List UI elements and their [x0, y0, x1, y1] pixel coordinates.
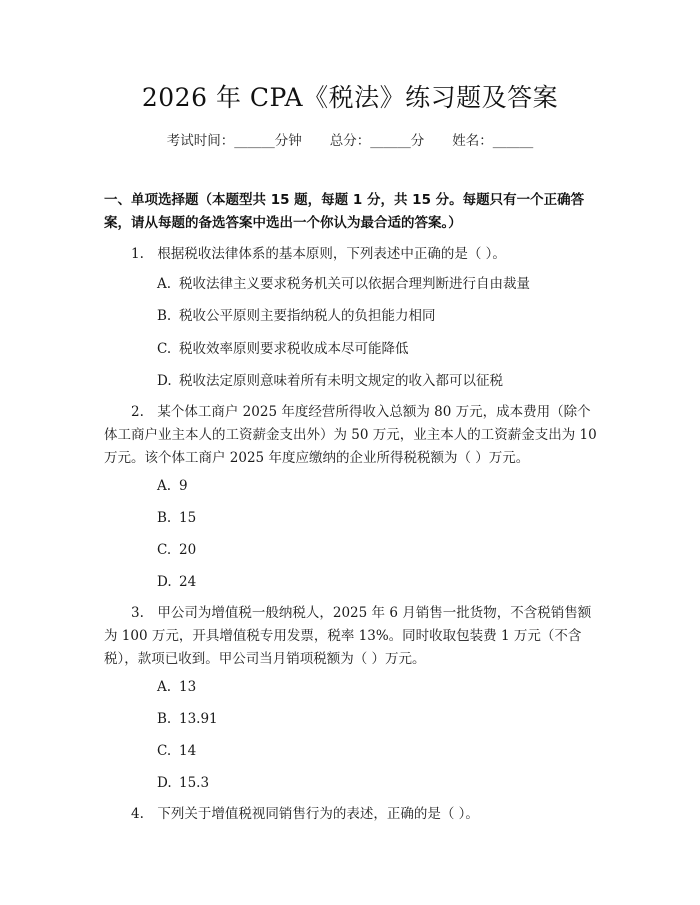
total-score-field: 总分：______分	[329, 133, 425, 149]
question-3-option-a	[157, 677, 597, 697]
question-2-option-d	[157, 572, 597, 592]
question-2-option-a	[157, 476, 597, 496]
question-2-option-c	[157, 540, 597, 560]
option-letter: A.	[157, 276, 172, 292]
option-letter: C.	[157, 341, 172, 357]
option-text: 9	[179, 478, 188, 494]
question-3-option-b	[157, 709, 597, 729]
option-letter: C.	[157, 743, 172, 759]
exam-info-line	[0, 131, 700, 151]
exam-time-field: 考试时间：______分钟	[166, 133, 302, 149]
name-field: 姓名：______	[452, 133, 534, 149]
option-letter: D.	[157, 574, 172, 590]
option-text: 税收效率原则要求税收成本尽可能降低	[179, 341, 409, 357]
option-text: 税收公平原则主要指纳税人的负担能力相同	[179, 308, 436, 324]
question-1-stem: 1. 根据税收法律体系的基本原则，下列表述中正确的是（ ）。	[131, 246, 506, 262]
option-letter: A.	[157, 679, 172, 695]
option-letter: A.	[157, 478, 172, 494]
question-2-option-b	[157, 508, 597, 528]
option-letter: D.	[157, 775, 172, 791]
option-text: 24	[179, 574, 197, 590]
option-letter: C.	[157, 542, 172, 558]
option-text: 15.3	[179, 775, 210, 791]
option-text: 税收法定原则意味着所有未明文规定的收入都可以征税	[179, 373, 503, 389]
question-1-option-d	[157, 371, 597, 391]
option-text: 20	[179, 542, 197, 558]
question-3-option-c	[157, 741, 597, 761]
option-text: 13	[179, 679, 197, 695]
option-text: 15	[179, 510, 197, 526]
question-1-option-c	[157, 339, 597, 359]
option-letter: B.	[157, 711, 172, 727]
option-text: 13.91	[179, 711, 218, 727]
question-1-option-a	[157, 274, 597, 294]
option-text: 税收法律主义要求税务机关可以依据合理判断进行自由裁量	[179, 276, 530, 292]
question-2-stem: 2. 某个体工商户 2025 年度经营所得收入总额为 80 万元，成本费用（除个体工商户业主本人的工资薪金支出外）为 50 万元，业主本人的工资薪金支出为 10 万元。该个体工商户 2025 年度应缴纳的企业所得税税额为（ ）万元。	[104, 404, 597, 466]
document-title: 2026 年 CPA《税法》练习题及答案	[141, 83, 559, 112]
option-letter: D.	[157, 373, 172, 389]
option-text: 14	[179, 743, 197, 759]
question-3-option-d	[157, 773, 597, 793]
section-heading-single-choice: 一、单项选择题（本题型共 15 题，每题 1 分，共 15 分。每题只有一个正确答案，请从每题的备选答案中选出一个你认为最合适的答案。）	[104, 192, 585, 231]
question-3-stem: 3. 甲公司为增值税一般纳税人，2025 年 6 月销售一批货物，不含税销售额为 100 万元，开具增值税专用发票，税率 13%。同时收取包装费 1 万元（不含税），款项已收到。甲公司当月销项税额为（ ）万元。	[104, 605, 592, 667]
question-4-stem: 4. 下列关于增值税视同销售行为的表述，正确的是（ ）。	[131, 806, 479, 822]
option-letter: B.	[157, 308, 172, 324]
question-1-option-b	[157, 306, 597, 326]
option-letter: B.	[157, 510, 172, 526]
